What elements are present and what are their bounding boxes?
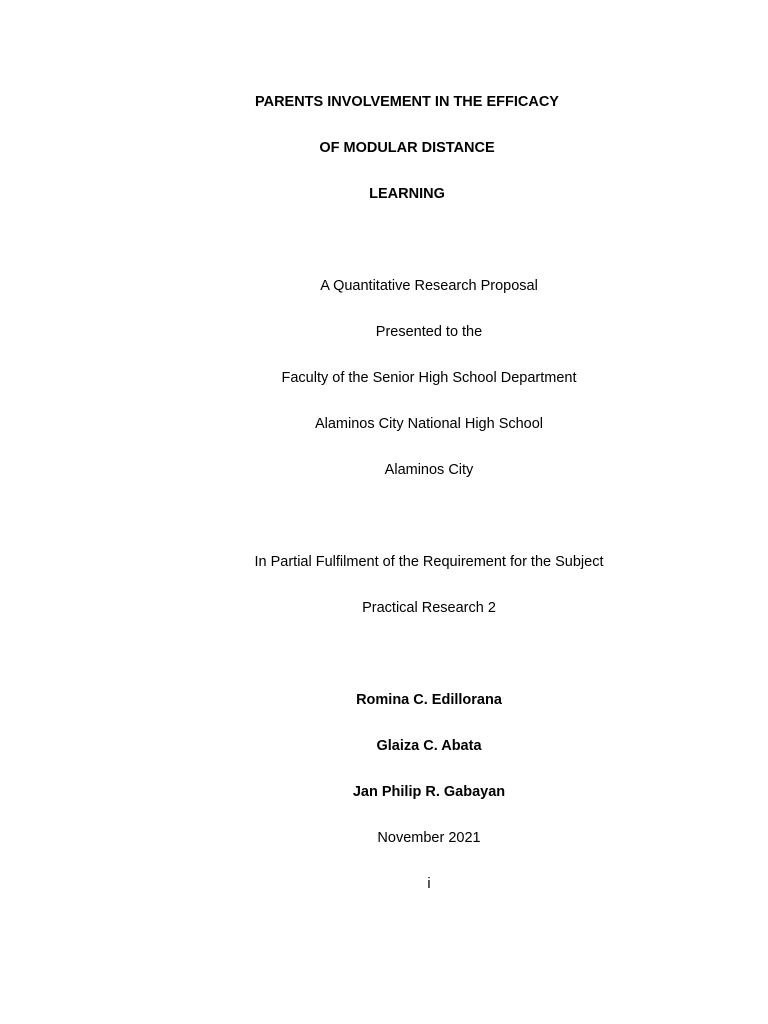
- fulfilment-line: In Partial Fulfilment of the Requirement for the Subject: [254, 554, 604, 570]
- date-line: November 2021: [377, 830, 481, 846]
- city-line: Alaminos City: [384, 462, 474, 478]
- title-line-3: LEARNING: [369, 186, 445, 202]
- author-name: Jan Philip R. Gabayan: [352, 784, 506, 800]
- page-number: i: [427, 876, 431, 892]
- presented-to: Presented to the: [375, 324, 483, 340]
- school-line: Alaminos City National High School: [314, 416, 544, 432]
- faculty-line: Faculty of the Senior High School Department: [281, 370, 577, 386]
- author-name: Romina C. Edillorana: [356, 692, 502, 708]
- proposal-type: A Quantitative Research Proposal: [320, 278, 538, 294]
- author-name: Glaiza C. Abata: [376, 738, 482, 754]
- title-line-2: OF MODULAR DISTANCE: [319, 140, 495, 156]
- subject-line: Practical Research 2: [362, 600, 496, 616]
- title-line-1: PARENTS INVOLVEMENT IN THE EFFICACY: [255, 94, 559, 110]
